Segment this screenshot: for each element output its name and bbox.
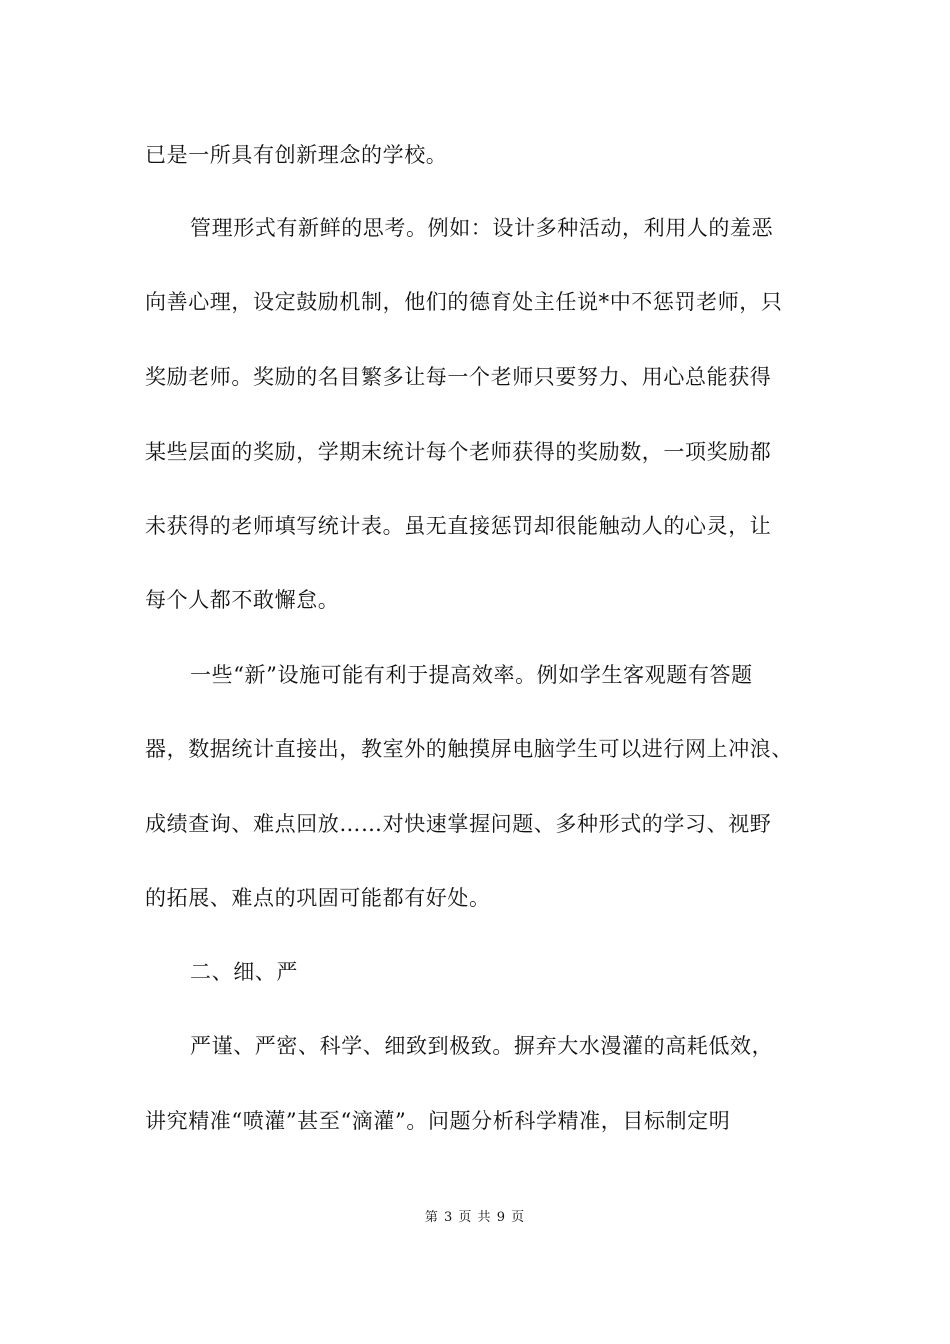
text-line: 奖励老师。奖励的名目繁多让每一个老师只要努力、用心总能获得 [145,365,772,389]
page-number-footer: 第 3 页 共 9 页 [424,1210,526,1225]
paragraph-start-line: 严谨、严密、科学、细致到极致。摒弃大水漫灌的高耗低效， [190,1034,774,1058]
text-line: 某些层面的奖励，学期末统计每个老师获得的奖励数，一项奖励都 [145,440,772,464]
text-line: 的拓展、难点的巩固可能都有好处。 [145,886,491,910]
paragraph-start-line: 一些“新”设施可能有利于提高效率。例如学生客观题有答题 [190,663,753,687]
text-line: 器，数据统计直接出，教室外的触摸屏电脑学生可以进行网上冲浪、 [145,737,793,761]
section-heading: 二、细、严 [190,960,298,984]
text-line: 讲究精准“喷灌”甚至“滴灌”。问题分析科学精准，目标制定明 [145,1109,731,1133]
text-line: 向善心理，设定鼓励机制，他们的德育处主任说*中不惩罚老师，只 [145,290,783,314]
paragraph-start-line: 管理形式有新鲜的思考。例如：设计多种活动，利用人的羞恶 [190,216,774,240]
text-line: 未获得的老师填写统计表。虽无直接惩罚却很能触动人的心灵，让 [145,514,772,538]
text-line: 每个人都不敢懈怠。 [145,588,340,612]
text-line: 成绩查询、难点回放……对快速掌握问题、多种形式的学习、视野 [145,812,772,836]
text-line: 已是一所具有创新理念的学校。 [145,143,448,167]
